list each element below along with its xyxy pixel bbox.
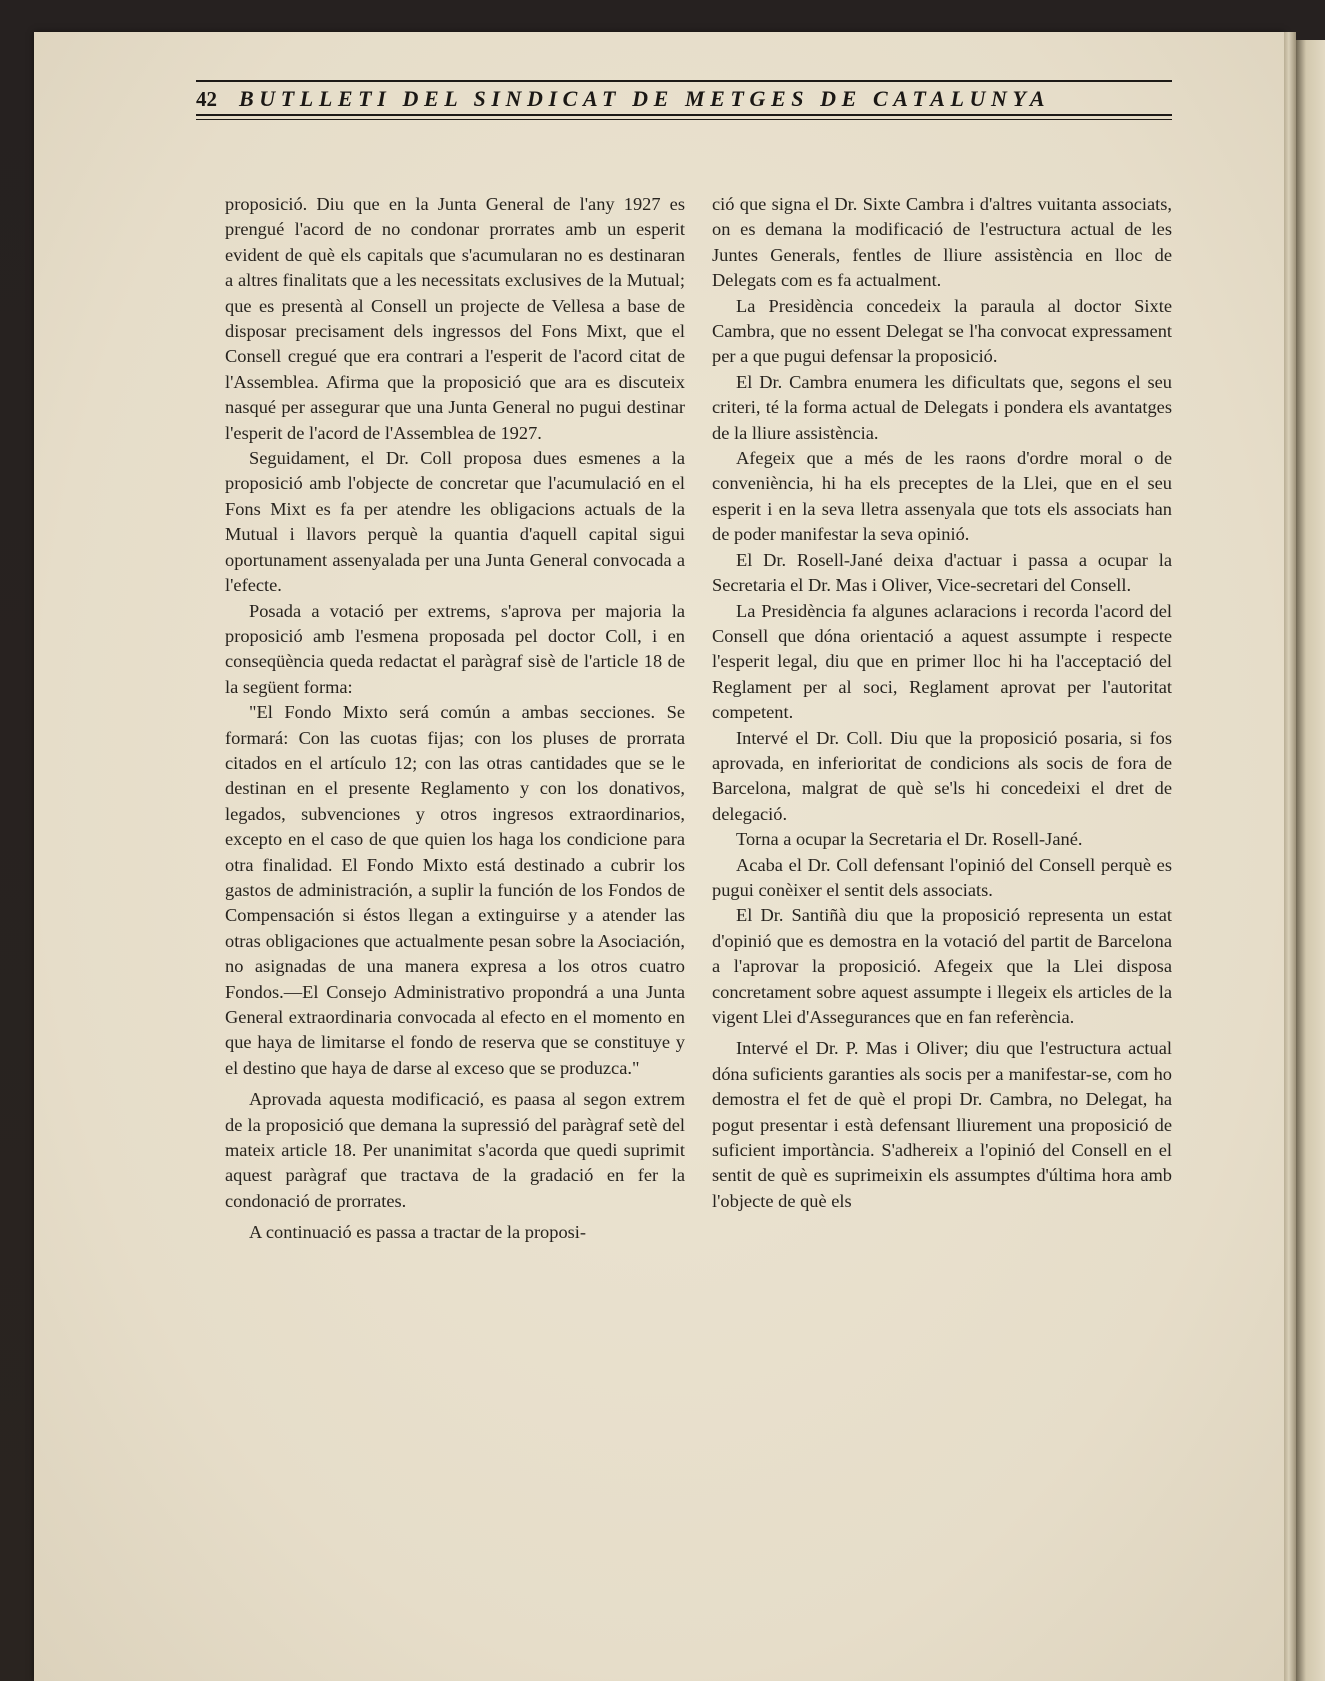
paragraph: Posada a votació per extrems, s'aprova per majoria la proposició amb l'esmena proposada pel doctor Coll, i en conseqüència queda redactat el paràgraf sisè de l'article 18 de la següent forma: (225, 600, 685, 697)
next-page-edge (1296, 40, 1325, 1681)
paragraph: Intervé el Dr. Coll. Diu que la proposició posaria, si fos aprovada, en inferioritat de condicions als socis de fora de Barcelona, malgrat de què se'ls hi concedeixi el dret de delegació. (712, 727, 1172, 824)
paragraph: Intervé el Dr. P. Mas i Oliver; diu que l'estructura actual dóna suficients garanties als socis per a manifestar-se, com ho demostra el fet de què el propi Dr. Cambra, no Delegat, ha pogut presentar i està defensant lliurement una proposició de suficient importància. S'adhereix a l'opinió del Consell en el sentit de què es suprimeixin els assumptes d'última hora amb l'objecte de què els (712, 1038, 1172, 1211)
journal-title: BUTLLETI DEL SINDICAT DE METGES DE CATALUNYA (239, 86, 1051, 111)
quoted-article: "El Fondo Mixto será común a ambas secciones. Se formará: Con las cuotas fijas; con los pluses de prorrata citados en el artículo 12; con las otras cantidades que se le destinan en el presente Reglamento y con los donativos, legados, subvenciones y otros ingresos extraordinarios, excepto en el caso de que quien los haga los condicione para otra finalidad. El Fondo Mixto está destinado a cubrir los gastos de administración, a suplir la función de los Fondos de Compensación si éstos llegan a extinguirse y a atender las otras obligaciones que actualmente pesan sobre la Asociación, no asignadas de una manera expresa a los otros cuatro Fondos.—El Consejo Administrativo propondrá a una Junta General extraordinaria convocada al efecto en el momento en que haya de limitarse el fondo de reserva que se constituye y el destino que haya de darse al exceso que se produzca." (225, 702, 685, 1078)
left-text-column (225, 192, 685, 1246)
paragraph: La Presidència fa algunes aclaracions i recorda l'acord del Consell que dóna orientació a aquest assumpte i respecte l'esperit legal, diu que en primer lloc hi ha l'acceptació del Reglament per al soci, Reglament aprovat per l'autoritat competent. (712, 600, 1172, 723)
running-header (196, 80, 1172, 120)
paragraph: proposició. Diu que en la Junta General de l'any 1927 es prengué l'acord de no condonar prorrates amb un esperit evident de què els capitals que s'acumularan no es destinaran a altres finalitats que a les necessitats exclusives de la Mutual; que es presentà al Consell un projecte de Vellesa a base de disposar precisament dels ingressos del Fons Mixt, que el Consell cregué que era contrari a l'esperit de l'acord citat de l'Assemblea. Afirma que la proposició que ara es discuteix nasqué per assegurar que una Junta General no pugui destinar l'esperit de l'acord de l'Assemblea de 1927. (225, 194, 685, 443)
right-text-column (712, 192, 1172, 1214)
paragraph: Torna a ocupar la Secretaria el Dr. Rosell-Jané. (736, 829, 1083, 850)
paragraph: Afegeix que a més de les raons d'ordre moral o de conveniència, hi ha els preceptes de la Llei, que en el seu esperit i en la seva lletra assenyala que tots els associats han de poder manifestar la seva opinió. (712, 448, 1172, 545)
paragraph: Seguidament, el Dr. Coll proposa dues esmenes a la proposició amb l'objecte de concretar que l'acumulació en el Fons Mixt es fa per atendre les obligacions actuals de la Mutual i llavors perquè la quantia d'aquell capital sigui oportunament assenyalada per una Junta General convocada a l'efecte. (225, 448, 685, 596)
paragraph: La Presidència concedeix la paraula al doctor Sixte Cambra, que no essent Delegat se l'ha convocat expressament per a que pugui defensar la proposició. (712, 295, 1172, 367)
paragraph: El Dr. Rosell-Jané deixa d'actuar i passa a ocupar la Secretaria el Dr. Mas i Oliver, Vice-secretari del Consell. (712, 549, 1172, 596)
page-number: 42 (196, 87, 217, 111)
header-line (196, 82, 1172, 114)
paragraph: Acaba el Dr. Coll defensant l'opinió del Consell perquè es pugui conèixer el sentit dels associats. (712, 854, 1172, 900)
page-fold (1284, 32, 1296, 1681)
paragraph: A continuació es passa a tractar de la proposi- (249, 1222, 587, 1243)
paragraph: El Dr. Santiñà diu que la proposició representa un estat d'opinió que es demostra en la votació del partit de Barcelona a l'aprovar la proposició. Afegeix que la Llei disposa concretament sobre aquest assumpte i llegeix els articles de la vigent Llei d'Assegurances que en fan referència. (712, 905, 1172, 1027)
paragraph: El Dr. Cambra enumera les dificultats que, segons el seu criteri, té la forma actual de Delegats i pondera els avantatges de la lliure assistència. (712, 371, 1172, 443)
header-rule-bottom-thin (196, 119, 1172, 120)
paragraph: Aprovada aquesta modificació, es paasa al segon extrem de la proposició que demana la supressió del paràgraf setè del mateix article 18. Per unanimitat s'acorda que quedi suprimit aquest paràgraf que tractava de la gradació en fer la condonació de prorrates. (225, 1089, 685, 1211)
paragraph: ció que signa el Dr. Sixte Cambra i d'altres vuitanta associats, on es demana la modificació de l'estructura actual de les Juntes Generals, fentles de lliure assistència en lloc de Delegats com es fa actualment. (712, 194, 1172, 291)
